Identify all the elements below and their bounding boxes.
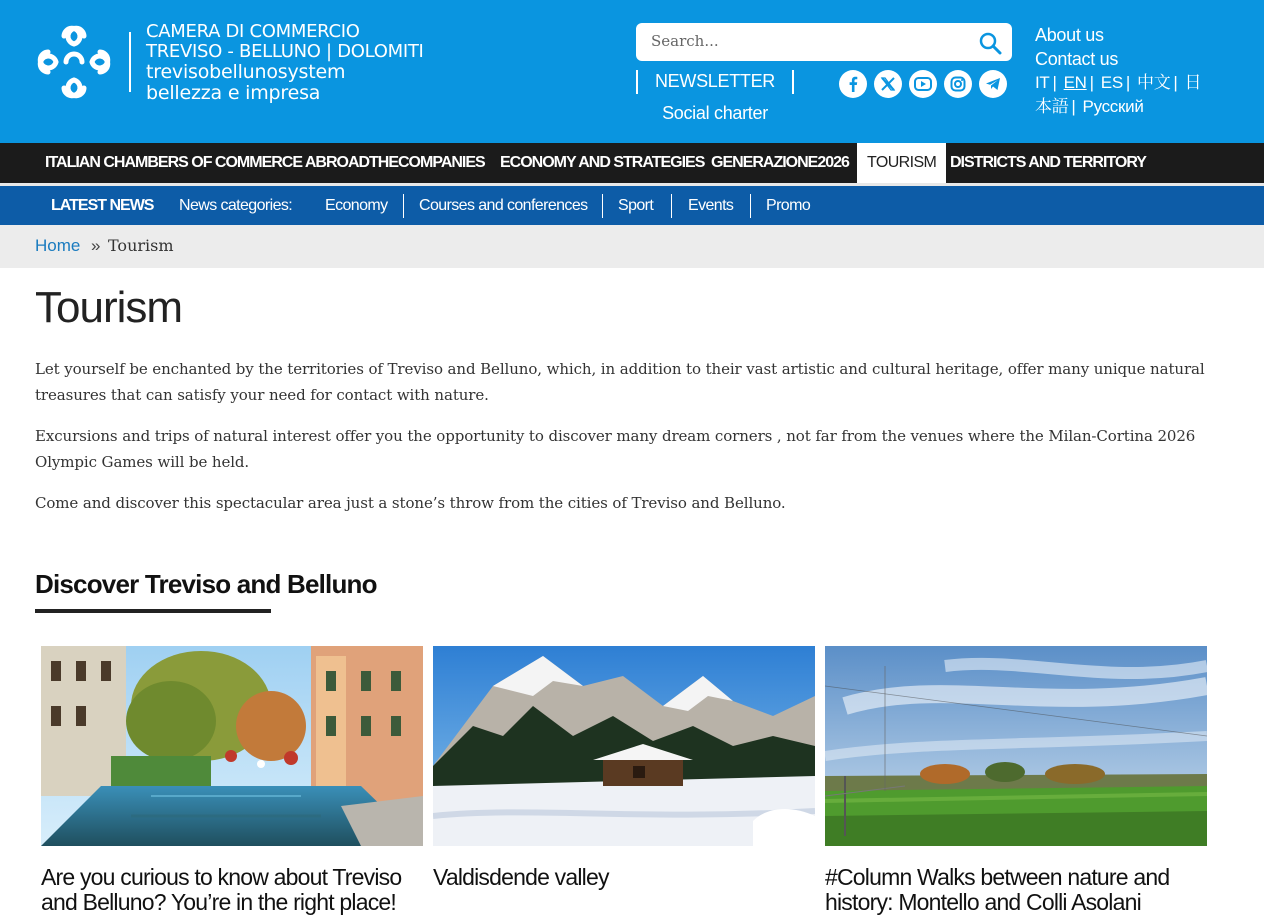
breadcrumb-current: Tourism [108, 236, 174, 255]
lang-ru[interactable]: Русский [1082, 97, 1144, 116]
card-image-treviso-canal[interactable] [41, 646, 423, 846]
instagram-icon[interactable] [944, 70, 972, 98]
newsletter-divider-right [792, 70, 794, 94]
news-bar [0, 183, 1264, 225]
logo-line-2: TREVISO - BELLUNO | DOLOMITI [146, 41, 424, 62]
search-input[interactable] [651, 32, 961, 50]
intro-paragraph-2: Excursions and trips of natural interest offer you the opportunity to discover many dream corners , not far from the venues where the Milan-Cortina 2026 Olympic Games will be held. [35, 427, 1196, 471]
nav-item-thecompanies[interactable]: THECOMPANIES [369, 154, 485, 171]
contact-us-link[interactable]: Contact us [1035, 49, 1119, 69]
category-courses-conferences[interactable]: Courses and conferences [419, 197, 588, 214]
article-card-valdisdende[interactable] [433, 646, 815, 890]
category-divider [602, 194, 603, 218]
latest-news-link[interactable]: LATEST NEWS [51, 197, 154, 214]
breadcrumb-separator: » [91, 236, 101, 255]
logo-line-1: CAMERA DI COMMERCIO [146, 21, 360, 42]
nav-item-districts-territory[interactable]: DISTRICTS AND TERRITORY [950, 154, 1146, 171]
nav-item-economy-strategies[interactable]: ECONOMY AND STRATEGIES [500, 154, 705, 171]
lang-ja[interactable]: 日本語 [1035, 73, 1202, 116]
section-title-underline [35, 609, 271, 613]
site-header [0, 0, 1264, 143]
lang-it[interactable]: IT [1035, 73, 1050, 92]
search-icon[interactable] [978, 31, 1002, 55]
top-links [1035, 23, 1118, 71]
newsletter-link[interactable]: NEWSLETTER [654, 71, 775, 91]
article-card-montello[interactable] [825, 646, 1207, 915]
language-switcher: IT | EN | ES | 中文 | 日本語 | Русский [1035, 73, 1202, 116]
youtube-icon[interactable] [909, 70, 937, 98]
category-divider [750, 194, 751, 218]
logo-line-3: trevisobellunosystem [146, 61, 346, 83]
category-promo[interactable]: Promo [766, 197, 811, 214]
intro-paragraph-1: Let yourself be enchanted by the territories of Treviso and Belluno, which, in addition to their vast artistic and cultural heritage, offer many unique natural treasures that can satisfy your need for contact with nature. [35, 360, 1205, 404]
card-image-valdisdende[interactable] [433, 646, 815, 846]
main-navigation [0, 143, 1264, 183]
category-economy[interactable]: Economy [325, 197, 388, 214]
lang-zh[interactable]: 中文 [1137, 73, 1171, 92]
social-charter-link[interactable]: Social charter [662, 103, 768, 123]
intro-paragraph-3: Come and discover this spectacular area just a stone’s throw from the cities of Treviso and Belluno. [35, 494, 786, 512]
category-divider [671, 194, 672, 218]
chamber-logo-icon[interactable] [34, 22, 114, 102]
telegram-icon[interactable] [979, 70, 1007, 98]
x-twitter-icon[interactable] [874, 70, 902, 98]
logo-divider [129, 32, 131, 92]
search-box [636, 23, 1012, 61]
article-card-treviso[interactable] [41, 646, 423, 915]
lang-es[interactable]: ES [1100, 73, 1123, 92]
social-links [839, 70, 1007, 98]
logo-text[interactable] [146, 22, 424, 103]
about-us-link[interactable]: About us [1035, 25, 1104, 45]
card-image-montello-meadow[interactable] [825, 646, 1207, 846]
breadcrumb [0, 225, 1264, 268]
nav-item-tourism[interactable]: TOURISM [857, 143, 946, 183]
logo-line-4: bellezza e impresa [146, 82, 321, 104]
news-categories-label: News categories: [179, 197, 293, 214]
facebook-icon[interactable] [839, 70, 867, 98]
page-title: Tourism [35, 283, 183, 332]
card-title-valdisdende[interactable]: Valdisdende valley [433, 864, 609, 890]
card-title-treviso[interactable]: Are you curious to know about Treviso and Belluno? You’re in the right place! [41, 864, 402, 915]
lang-en[interactable]: EN [1063, 73, 1087, 92]
category-events[interactable]: Events [688, 197, 734, 214]
breadcrumb-home-link[interactable]: Home [35, 236, 81, 255]
nav-item-chambers-abroad[interactable]: ITALIAN CHAMBERS OF COMMERCE ABROAD [45, 154, 370, 171]
section-title: Discover Treviso and Belluno [35, 569, 377, 599]
category-sport[interactable]: Sport [618, 197, 654, 214]
nav-item-generazione2026[interactable]: GENERAZIONE2026 [711, 154, 849, 171]
card-title-montello[interactable]: #Column Walks between nature and history: Montello and Colli Asolani [825, 864, 1170, 915]
category-divider [403, 194, 404, 218]
